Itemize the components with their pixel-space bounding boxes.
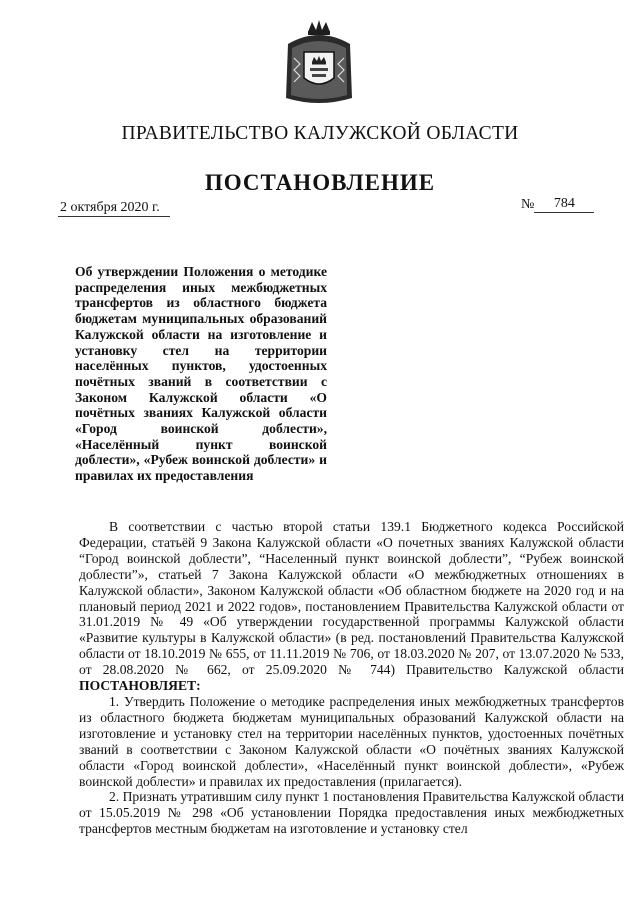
document-date: 2 октября 2020 г. (58, 200, 170, 217)
item-2-paragraph: 2. Признать утратившим силу пункт 1 постановления Правительства Калужской области от 15.05.2019 № 298 «Об установлении Порядка предоставления иных межбюджетных трансфертов местным бюджетам на изготовление и установку стел (79, 789, 625, 837)
resolves-keyword: ПОСТАНОВЛЯЕТ: (79, 678, 201, 694)
preamble-text: В соответствии с частью второй статьи 139.1 Бюджетного кодекса Российской Федерации, статьёй 9 Закона Калужской области «О почетных званиях Калужской области “Город воинской доблести”, “Населенный пункт воинской доблести”, “Рубеж воинской доблести”», статьей 7 Закона Калужской области «О межбюджетных отношениях в Калужской области», Законом Калужской области «Об областном бюджете на 2020 год и на плановый период 2021 и 2022 годов», постановлением Правительства Калужской области от 31.01.2019 № 49 «Об утверждении государственной программы Калужской области «Развитие культуры в Калужской области» (в ред. постановлений Правительства Калужской области от 18.10.2019 № 655, от 11.11.2019 № 706, от 18.03.2020 № 207, от 13.07.2020 № 533, от 28.08.2020 № 662, от 25.09.2020 № 744) Правительство Калужской области (79, 519, 624, 678)
organization-title: ПРАВИТЕЛЬСТВО КАЛУЖСКОЙ ОБЛАСТИ (121, 123, 519, 144)
document-number: 784 (534, 196, 594, 213)
preamble-paragraph (79, 519, 624, 694)
document-body (79, 519, 624, 837)
number-sign: № (521, 197, 535, 212)
coat-of-arms-icon (282, 18, 356, 106)
item-1-paragraph: 1. Утвердить Положение о методике распределения иных межбюджетных трансфертов из областного бюджета бюджетам муниципальных образований Калужской области на изготовление и установку стел на территории населённых пунктов, удостоенных почётных званий в соответствии с Законом Калужской области «О почётных званиях Калужской области «Город воинской доблести», «Населённый пункт воинской доблести», «Рубеж воинской доблести» и правилах их предоставления (прилагается). (79, 693, 624, 789)
document-number-block (521, 196, 594, 213)
document-subject: Об утверждении Положения о методике распределения иных межбюджетных трансфертов из областного бюджета бюджетам муниципальных образований Калужской области на изготовление и установку стел на территории населённых пунктов, удостоенных почётных званий в соответствии с Законом Калужской области «О почётных званиях Калужской области «Город воинской доблести», «Населённый пункт воинской доблести», «Рубеж воинской доблести» и правилах их предоставления (75, 264, 327, 484)
document-type-title: ПОСТАНОВЛЕНИЕ (204, 170, 436, 195)
